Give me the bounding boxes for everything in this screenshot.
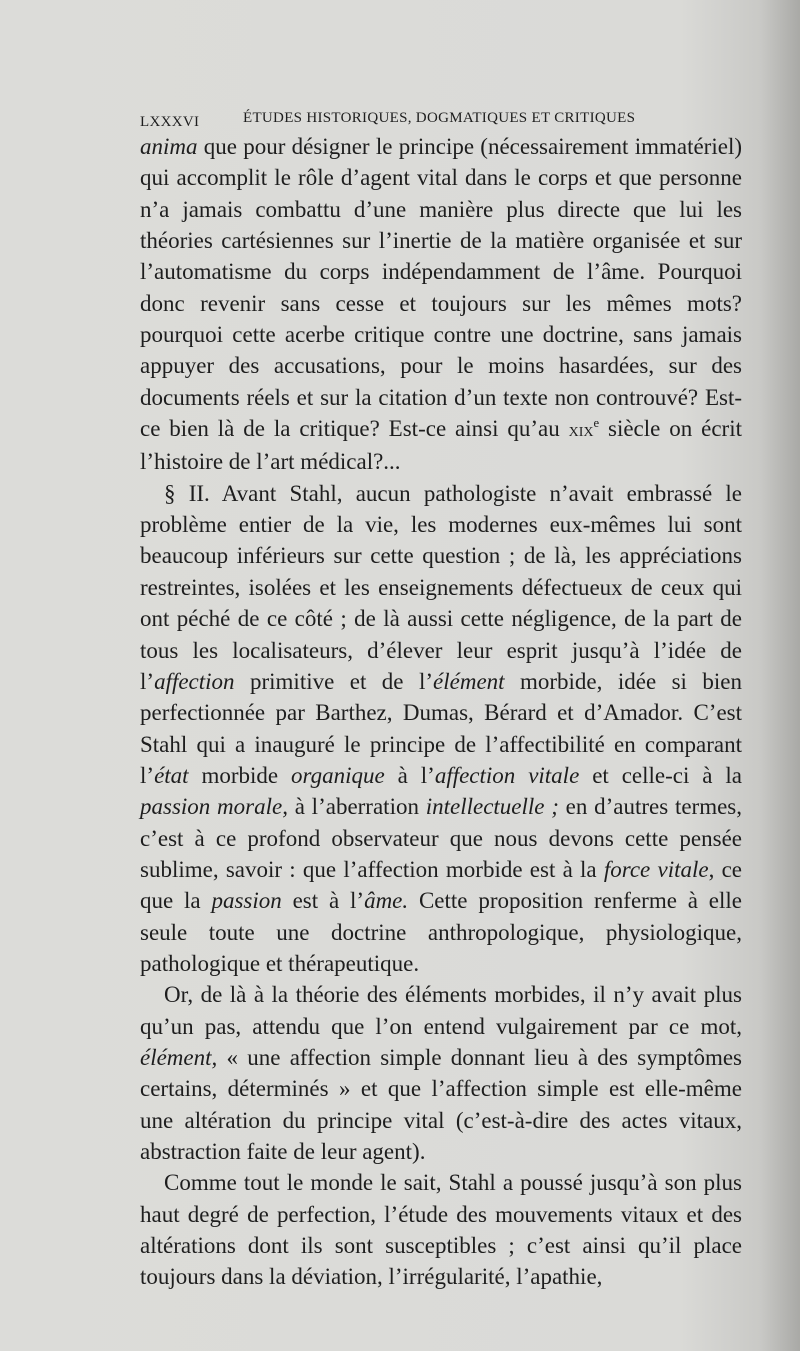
italic-term: anima [140, 134, 198, 159]
text-run: à l’ [384, 762, 435, 788]
italic-term: passion morale, [140, 794, 288, 820]
italic-term: élément [433, 668, 505, 694]
italic-term: intellectuelle ; [425, 794, 559, 820]
italic-term: organique [291, 762, 385, 788]
italic-term: état [154, 762, 189, 788]
paragraph-1 [140, 131, 742, 478]
text-run: Comme tout le monde le sait, Stahl a poussé jusqu’à son plus haut degré de perfection, l’étude des mouvements vitaux et des altérations dont ils sont susceptibles ; c’est ainsi qu’il place toujours dans la déviation, l’irrégularité, l’apathie, [140, 1170, 742, 1290]
text-run: , ce que la [140, 856, 742, 914]
italic-term: affection vitale [434, 762, 580, 788]
italic-term: force vitale [603, 856, 709, 882]
superscript: e [593, 416, 600, 431]
text-run: et celle-ci à la [579, 762, 742, 788]
text-run: morbide [188, 762, 292, 788]
text-run: morbide, idée si bien perfectionnée par Barthez, Dumas, Bérard et d’Amador. C’est Stahl qui a inauguré le principe de l’affectibilité en comparant l’ [140, 668, 742, 788]
text-run: Or, de là à la théorie des éléments morbides, il n’y avait plus qu’un pas, attendu que l’on entend vulgairement par ce mot, [140, 982, 742, 1039]
paragraph-3 [140, 979, 742, 1167]
italic-term: âme. [364, 888, 409, 914]
italic-term: passion [211, 888, 282, 914]
text-run: primitive et de l’ [234, 668, 434, 694]
text-run: que pour désigner le principe (nécessairement immatériel) qui accomplit le rôle d’agent vital dans le corps et que personne n’a jamais combattu d’une manière plus directe que lui les théories cartésiennes sur l’inertie de la matière organisée et sur l’automatisme du corps indépendamment de l’âme. Pourquoi donc revenir sans cesse et toujours sur les mêmes mots? pourquoi cette acerbe critique contre une doctrine, sans jamais appuyer des accusations, pour le moins hasardées, sur des documents réels et sur la citation d’un texte non controuvé? Est-ce bien là de la critique? Est-ce ainsi qu’au [140, 134, 742, 442]
text-run: § II. Avant Stahl, aucun pathologiste n’avait embrassé le problème entier de la vie, les modernes eux-mêmes lui sont beaucoup inférieurs sur cette question ; de là, les appréciations restreintes, isolées et les enseignements défectueux de ceux qui ont péché de ce côté ; de là aussi cette négligence, de la part de tous les localisateurs, d’élever leur esprit jusqu’à l’idée de l’ [140, 480, 742, 694]
paragraph-2 [140, 478, 742, 980]
running-title: ÉTUDES HISTORIQUES, DOGMATIQUES ET CRITIQUES [243, 110, 636, 126]
italic-term: élément, [140, 1044, 218, 1070]
century-numeral: xix [568, 420, 594, 442]
text-run: en d’autres termes, c’est à ce profond observateur que nous devons cette pensée sublime, savoir : que l’affection morbide est à la [140, 794, 743, 882]
paragraph-4 [140, 1167, 742, 1292]
text-run: « une affection simple donnant lieu à des symptômes certains, déterminés » et que l’affection simple est elle-même une altération du principe vital (c’est-à-dire des actes vitaux, abstraction faite de leur agent). [140, 1044, 742, 1164]
text-run: siècle on écrit l’histoire de l’art médical?... [140, 416, 742, 475]
text-run: à l’aberration [287, 794, 426, 820]
body-text [140, 131, 742, 1293]
text-run: est à l’ [281, 888, 365, 914]
page-number: LXXXVI [140, 114, 200, 130]
italic-term: affection [154, 668, 235, 694]
text-run: Cette proposition renferme à elle seule toute une doctrine anthropologique, physiologique, pathologique et thérapeutique. [140, 888, 742, 976]
